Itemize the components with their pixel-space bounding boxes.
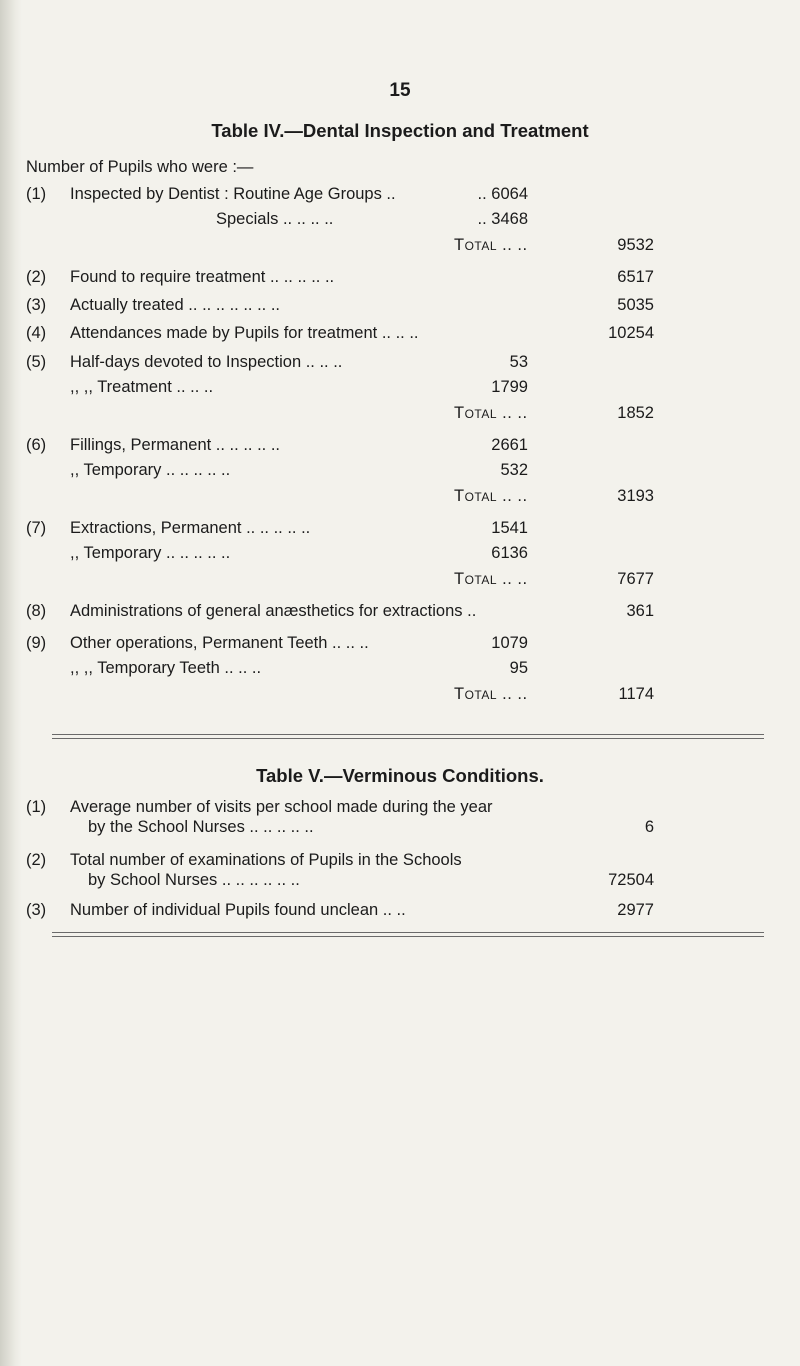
row-subtotal-value: 1079	[491, 634, 528, 652]
row-label: Fillings, Permanent .. .. .. .. ..	[70, 436, 280, 454]
row-label: Number of individual Pupils found unclean .. ..	[70, 901, 406, 919]
row-subtotal-value: 95	[509, 659, 528, 677]
row-total-value: 2977	[617, 901, 654, 919]
row-total-value: 7677	[617, 570, 654, 588]
row-label: Specials .. .. .. ..	[216, 210, 334, 228]
row-label: Actually treated .. .. .. .. .. .. ..	[70, 296, 280, 314]
row-total-value: 1174	[618, 685, 654, 703]
row-label: ,, Temporary .. .. .. .. ..	[70, 461, 231, 479]
row-total-value: 361	[626, 602, 654, 620]
row-number: (1)	[26, 185, 47, 203]
row-label: Administrations of general anæsthetics for extractions ..	[70, 602, 477, 620]
row-subtotal-value: .. 3468	[477, 210, 528, 228]
row-number: (3)	[26, 901, 47, 919]
row-total-value: 1852	[617, 404, 654, 422]
row-total-value: 72504	[608, 871, 654, 889]
row-label: ,, ,, Treatment .. .. ..	[70, 378, 214, 396]
row-total-value: 6	[644, 818, 654, 836]
row-subtotal-value: 2661	[491, 436, 528, 454]
row-number: (1)	[26, 798, 47, 816]
row-label-continued: by the School Nurses .. .. .. .. ..	[88, 818, 314, 836]
row-number: (7)	[26, 519, 47, 537]
row-number: (8)	[26, 602, 47, 620]
table-4-intro: Number of Pupils who were :—	[26, 158, 254, 176]
total-label: Total .. ..	[454, 404, 528, 422]
row-label: ,, Temporary .. .. .. .. ..	[70, 544, 231, 562]
table-5-title: Table V.—Verminous Conditions.	[256, 765, 544, 786]
row-number: (2)	[26, 268, 47, 286]
row-total-value: 6517	[617, 268, 654, 286]
divider-line	[52, 734, 764, 735]
table-4-title: Table IV.—Dental Inspection and Treatment	[211, 120, 589, 141]
total-label: Total .. ..	[454, 487, 528, 505]
row-label: Average number of visits per school made during the year	[70, 798, 493, 816]
total-label: Total .. ..	[454, 570, 528, 588]
page-edge-shadow	[0, 0, 22, 1366]
row-subtotal-value: 532	[500, 461, 528, 479]
row-label: Half-days devoted to Inspection .. .. ..	[70, 353, 343, 371]
row-subtotal-value: 1541	[491, 519, 528, 537]
row-label: Found to require treatment .. .. .. .. ..	[70, 268, 335, 286]
row-total-value: 10254	[608, 324, 654, 342]
row-label: ,, ,, Temporary Teeth .. .. ..	[70, 659, 262, 677]
page-number: 15	[389, 80, 411, 101]
row-total-value: 3193	[617, 487, 654, 505]
row-label: Inspected by Dentist : Routine Age Groups ..	[70, 185, 396, 203]
divider-line	[52, 936, 764, 937]
total-label: Total .. ..	[454, 236, 528, 254]
row-number: (6)	[26, 436, 47, 454]
row-number: (9)	[26, 634, 47, 652]
row-number: (3)	[26, 296, 47, 314]
row-number: (4)	[26, 324, 47, 342]
row-subtotal-value: .. 6064	[477, 185, 528, 203]
row-label: Total number of examinations of Pupils in the Schools	[70, 851, 462, 869]
row-number: (5)	[26, 353, 47, 371]
row-total-value: 5035	[617, 296, 654, 314]
row-label: Other operations, Permanent Teeth .. .. ..	[70, 634, 369, 652]
row-label-continued: by School Nurses .. .. .. .. .. ..	[88, 871, 300, 889]
row-total-value: 9532	[617, 236, 654, 254]
row-subtotal-value: 6136	[491, 544, 528, 562]
row-number: (2)	[26, 851, 47, 869]
row-label: Extractions, Permanent .. .. .. .. ..	[70, 519, 311, 537]
row-subtotal-value: 1799	[491, 378, 528, 396]
row-label: Attendances made by Pupils for treatment .. .. ..	[70, 324, 419, 342]
total-label: Total .. ..	[454, 685, 528, 703]
divider-line	[52, 738, 764, 739]
row-subtotal-value: 53	[509, 353, 528, 371]
divider-line	[52, 932, 764, 933]
